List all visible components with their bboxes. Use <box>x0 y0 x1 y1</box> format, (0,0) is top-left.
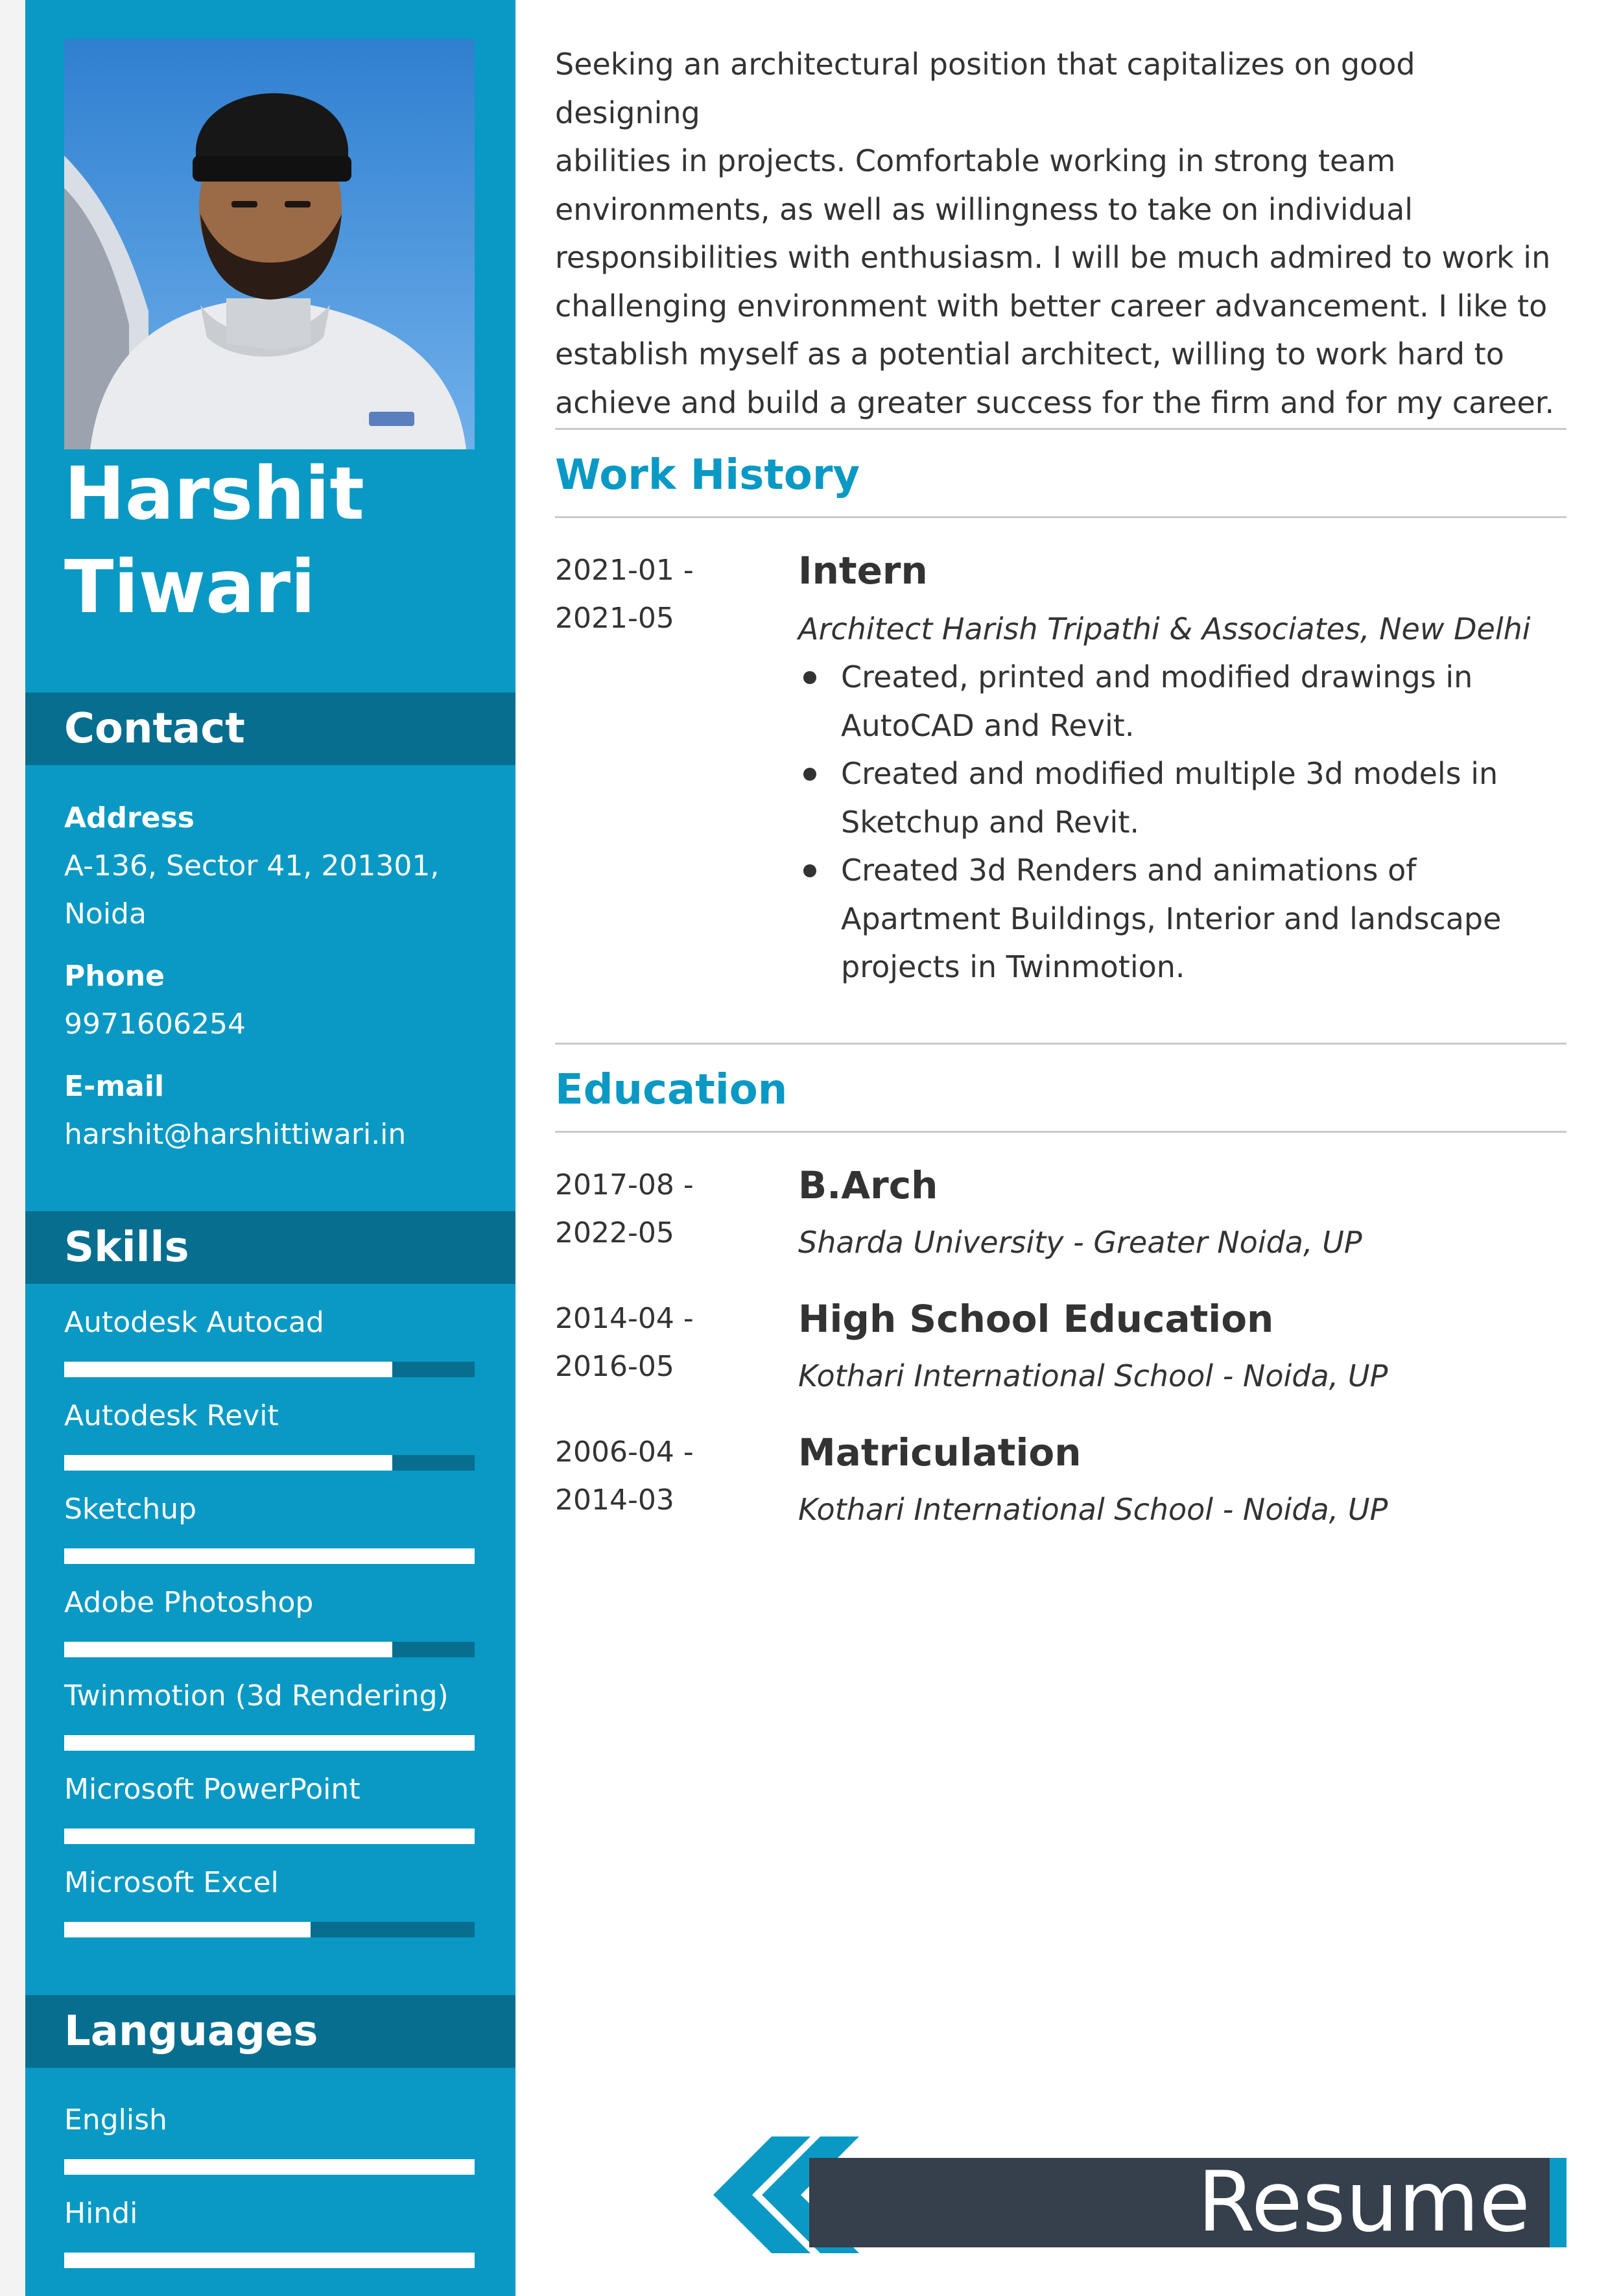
page-gutter <box>0 0 25 2296</box>
skill-item <box>64 1770 475 1864</box>
degree: Matriculation <box>798 1430 1082 1474</box>
summary-text <box>555 40 1567 427</box>
date-start: 2014-04 - <box>555 1302 694 1335</box>
work-bullet <box>798 750 1567 846</box>
skill-name: Twinmotion (3d Rendering) <box>64 1679 449 1712</box>
summary-line: responsibilities with enthusiasm. I will be much admired to work in <box>555 240 1551 275</box>
bullet-line: Created 3d Renders and animations of <box>841 853 1417 888</box>
skill-level-fill <box>64 1829 475 1844</box>
profile-photo-image <box>64 39 475 449</box>
work-history-title: Work History <box>555 451 860 499</box>
degree: B.Arch <box>798 1163 938 1207</box>
school: Kothari International School - Noida, UP <box>798 1358 1388 1393</box>
language-level-fill <box>64 2253 475 2268</box>
skill-name: Adobe Photoshop <box>64 1586 314 1619</box>
date-end: 2014-03 <box>555 1484 674 1517</box>
language-level-bar <box>64 2159 475 2175</box>
skill-level-bar <box>64 1922 475 1937</box>
summary-line: challenging environment with better career advancement. I like to <box>555 288 1548 324</box>
candidate-name <box>64 447 486 634</box>
edu-dates <box>555 1161 750 1257</box>
skill-level-bar <box>64 1548 475 1564</box>
skills-list <box>64 1303 475 1957</box>
employer: Architect Harish Tripathi & Associates, New Delhi <box>798 611 1531 646</box>
bullet-line: AutoCAD and Revit. <box>841 707 1135 743</box>
date-end: 2021-05 <box>555 602 674 635</box>
address-line-2: Noida <box>64 897 147 930</box>
bullet-icon <box>803 671 816 684</box>
banner-accent <box>1550 2158 1567 2247</box>
skill-level-bar <box>64 1735 475 1751</box>
work-body <box>798 547 1567 991</box>
contact-heading: Contact <box>25 692 515 765</box>
work-bullets <box>798 653 1567 991</box>
divider <box>555 516 1567 518</box>
skill-item <box>64 1677 475 1770</box>
edu-body <box>798 1428 1567 1533</box>
divider <box>555 1131 1567 1133</box>
skill-name: Autodesk Autocad <box>64 1306 324 1339</box>
phone-label: Phone <box>64 960 165 993</box>
skill-name: Microsoft PowerPoint <box>64 1773 361 1806</box>
bullet-line: Created and modified multiple 3d models in <box>841 756 1498 791</box>
bullet-icon <box>803 864 816 877</box>
edu-body <box>798 1161 1567 1266</box>
skill-name: Microsoft Excel <box>64 1866 279 1899</box>
date-start: 2021-01 - <box>555 554 694 587</box>
skill-level-bar <box>64 1362 475 1377</box>
summary-line: achieve and build a greater success for the firm and for my career. <box>555 385 1555 420</box>
edu-dates <box>555 1428 750 1524</box>
bullet-line: projects in Twinmotion. <box>841 949 1185 984</box>
edu-dates <box>555 1295 750 1391</box>
bullet-line: Apartment Buildings, Interior and landscape <box>841 901 1502 936</box>
language-name: Hindi <box>64 2197 138 2230</box>
skill-level-bar <box>64 1455 475 1471</box>
address-label: Address <box>64 801 195 834</box>
work-bullet <box>798 846 1567 991</box>
address-line-1: A-136, Sector 41, 201301, <box>64 849 440 882</box>
divider <box>555 1043 1567 1045</box>
summary-line: abilities in projects. Comfortable working in strong team <box>555 143 1396 178</box>
skills-heading: Skills <box>25 1211 515 1284</box>
language-item <box>64 2194 475 2288</box>
skill-item <box>64 1397 475 1490</box>
profile-photo <box>64 39 475 449</box>
work-dates <box>555 547 750 643</box>
email-label: E-mail <box>64 1070 165 1103</box>
skill-level-fill <box>64 1642 392 1657</box>
banner-label: Resume <box>1197 2154 1530 2251</box>
edu-body <box>798 1295 1567 1400</box>
bullet-icon <box>803 768 816 781</box>
first-name: Harshit <box>64 452 364 536</box>
languages-list <box>64 2101 475 2288</box>
divider <box>555 428 1567 430</box>
job-title: Intern <box>798 549 928 593</box>
sidebar <box>25 0 515 2296</box>
resume-banner <box>713 2133 1569 2251</box>
skill-item <box>64 1583 475 1677</box>
summary-line: establish myself as a potential architect, willing to work hard to <box>555 337 1504 372</box>
last-name: Tiwari <box>64 545 316 630</box>
work-bullet <box>798 653 1567 750</box>
skill-level-fill <box>64 1922 311 1937</box>
date-end: 2016-05 <box>555 1350 674 1383</box>
skill-item <box>64 1490 475 1583</box>
bullet-line: Sketchup and Revit. <box>841 804 1139 840</box>
language-item <box>64 2101 475 2194</box>
skill-name: Autodesk Revit <box>64 1399 279 1432</box>
date-start: 2006-04 - <box>555 1436 694 1469</box>
language-level-bar <box>64 2253 475 2268</box>
school: Sharda University - Greater Noida, UP <box>798 1225 1362 1260</box>
skill-item <box>64 1864 475 1957</box>
education-title: Education <box>555 1066 788 1114</box>
degree: High School Education <box>798 1297 1274 1341</box>
summary-line: Seeking an architectural position that capitalizes on good designing <box>555 47 1415 130</box>
address-value <box>64 842 486 938</box>
skill-level-fill <box>64 1362 392 1377</box>
skill-name: Sketchup <box>64 1493 197 1526</box>
date-start: 2017-08 - <box>555 1168 694 1201</box>
skill-level-bar <box>64 1642 475 1657</box>
skill-level-fill <box>64 1735 475 1751</box>
phone-value: 9971606254 <box>64 1008 246 1041</box>
skill-level-bar <box>64 1829 475 1844</box>
skill-level-fill <box>64 1455 392 1471</box>
skill-level-fill <box>64 1548 475 1564</box>
summary-line: environments, as well as willingness to take on individual <box>555 191 1413 227</box>
skill-item <box>64 1303 475 1397</box>
languages-heading: Languages <box>25 1995 515 2068</box>
language-level-fill <box>64 2159 475 2175</box>
bullet-line: Created, printed and modified drawings in <box>841 659 1473 694</box>
language-name: English <box>64 2103 167 2136</box>
email-value: harshit@harshittiwari.in <box>64 1118 407 1151</box>
date-end: 2022-05 <box>555 1216 674 1249</box>
school: Kothari International School - Noida, UP <box>798 1492 1388 1527</box>
contact-section <box>64 794 486 1173</box>
